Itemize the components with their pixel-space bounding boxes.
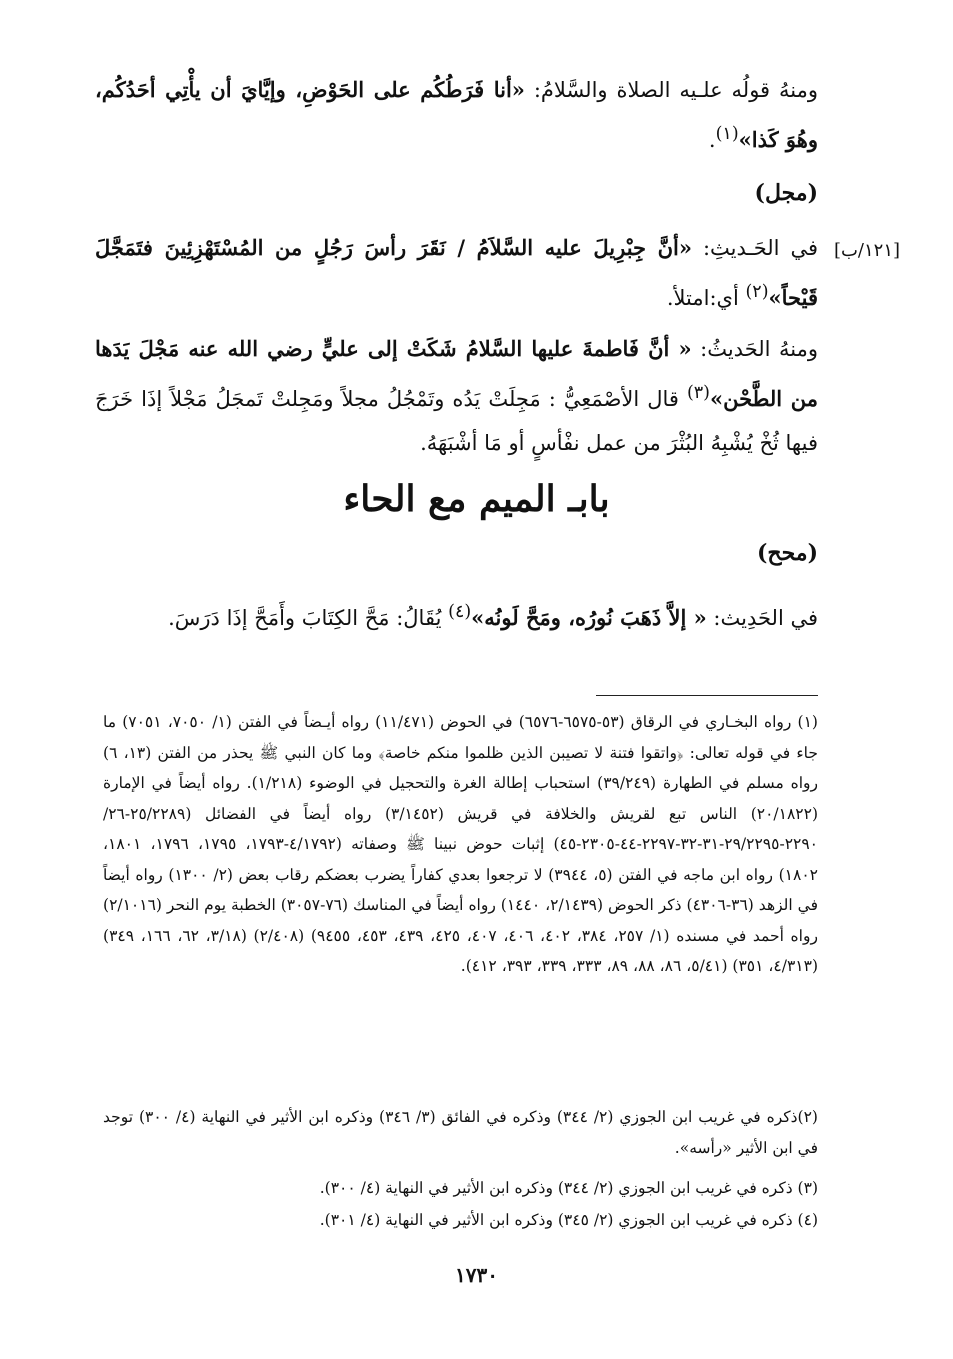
paragraph-1-end: . bbox=[708, 128, 716, 152]
root-word-majal: (مجل) bbox=[754, 180, 818, 206]
paragraph-2-end: أي:امتلأ. bbox=[666, 286, 746, 310]
hadith-quote-4: « إلاَّ ذَهَبَ نُورُه، ومَحَّ لَونُه» bbox=[471, 605, 707, 630]
chapter-heading: بابـ الميم مع الحاء bbox=[343, 478, 610, 520]
footnote-ref-1: (١) bbox=[715, 124, 739, 144]
footnote-ref-4: (٤) bbox=[448, 602, 472, 622]
manuscript-folio-ref: [١٢١/ب] bbox=[833, 240, 901, 261]
paragraph-3-end: قال الأصْمَعِيُّ : مَجِلَتْ يَدُه وتَمْجُلُ مجلاً ومَجِلتْ تَمجَلُ مَجْلاً إذَا خَرَجَ فيها ثُخْ يُشْبِهُ البُثْرَ من عمل نفْأسٍ أو مَا أشْبَهَهُ. bbox=[95, 387, 818, 455]
paragraph-1-intro: ومنهُ قولُه علـيه الصلاة والسَّلامُ: bbox=[524, 78, 818, 102]
footnote-4: (٤) ذكره في غريب ابن الجوزي (٢/ ٣٤٥) وذكره ابن الأثير في النهاية (٤/ ٣٠١). bbox=[319, 1211, 818, 1229]
root-word-mahah: (محح) bbox=[756, 540, 818, 566]
footnote-ref-2: (٢) bbox=[745, 282, 769, 302]
paragraph-1 bbox=[95, 68, 818, 162]
hadith-quote-2: «أنَّ جِبْرِيلَ عليه السَّلاَمُ / نَقَرَ رأسَ رَجُلٍ من المُسْتَهْزِئِينَ فتَمَجَّلَ قَيْحاً» bbox=[95, 235, 818, 310]
hadith-quote-3: « أنَّ فَاطمةَ عليها السَّلامُ شَكَتْ إلى عليٍّ رضي الله عنه مَجْلَ يَدَها من الطَّحْن» bbox=[95, 336, 819, 411]
footnote-separator bbox=[596, 695, 818, 696]
paragraph-3-intro: ومنهُ الحَديثُ: bbox=[691, 337, 818, 361]
page-number: ١٧٣٠ bbox=[455, 1263, 498, 1287]
paragraph-4-intro: في الحَدِيث: bbox=[706, 606, 818, 630]
footnote-2: (٢)ذكره في غريب ابن الجوزي (٢/ ٣٤٤) وذكره في الفائق (٣/ ٣٤٦) وذكره ابن الأثير في النهاية (٤/ ٣٠٠) توجد في ابن الأثير «رأسه». bbox=[103, 1108, 818, 1157]
footnote-1: (١) رواه البخـاري في الرقاق (٥٣-٦٥٧٥-٦٥٧٦) في الحوض (١١/٤٧١) رواه أيـضاً في الفتن (١/ ٧٠٥٠، ٧٠٥١) ما جاء في قوله تعالى: ﴿واتقوا فتنة لا تصيبن الذين ظلموا منكم خاصة﴾ وما كان النبي ﷺ يحذر من الفتن (١٣، ٦) رواه مسلم في الطهارة (٣٩/٢٤٩) استحباب إطالة الغرة والتحجيل في الوضوء (١/٢١٨). رواه أيضاً في الإمارة (٢٠/١٨٢٢) الناس تبع لقريش والخلافة في قريش (٣/١٤٥٢) رواه أيضاً في الفضائل (٢٥/٢٢٨٩-٢٦/ ٢٢٩٠-٢٩/٢٢٩٥-٣١-٣٢-٢٢٩٧-٤٤-٢٣٠٥-٤٥) إثبات حوض نبينا ﷺ وصفاته (٤/١٧٩٢-١٧٩٣، ١٧٩٥، ١٧٩٦، ١٨٠١، ١٨٠٢) رواه ابن ماجه في الفتن (٥، ٣٩٤٤) لا ترجعوا بعدي كفاراً يضرب بعضكم رقاب بعض (٢/ ١٣٠٠) رواه أيضاً في الزهد (٣٦-٤٣٠٦) ذكر الحوض (٢/١٤٣٩، ١٤٤٠) رواه أيضاً في المناسك (٧٦-٣٠٥٧) الخطبة يوم النحر (٢/١٠١٦) رواه أحمد في مسنده (١/ ٢٥٧، ٣٨٤، ٤٠٢، ٤٠٦، ٤٠٧، ٤٢٥، ٤٣٩، ٤٥٣، ٩٤٥٥) (٢/٤٠٨) (٣/١٨، ٦٢، ١٦٦، ٣٤٩) (٤/٣١٣، ٣٥١) (٥/٤١، ٨٦، ٨٨، ٨٩، ٣٣٣، ٣٣٩، ٣٩٣، ٤١٢). bbox=[103, 713, 819, 975]
paragraph-4-end: يُقَالُ: مَحَّ الكِتَابَ وأَمَحَّ إذَا دَرَسَ. bbox=[168, 606, 449, 630]
paragraph-4 bbox=[95, 590, 818, 640]
paragraph-2 bbox=[95, 226, 818, 320]
footnote-ref-3: (٣) bbox=[686, 383, 710, 403]
paragraph-3 bbox=[95, 327, 818, 465]
hadith-quote-1: «أنا فَرَطُكُم على الحَوْضِ، وإيَّايَ أن يأْتِي أحَدُكُم، وهُوَ كَذا» bbox=[95, 77, 818, 152]
footnote-3: (٣) ذكره في غريب ابن الجوزي (٢/ ٣٤٤) وذكره ابن الأثير في النهاية (٤/ ٣٠٠). bbox=[319, 1179, 818, 1197]
paragraph-2-intro: في الحَـديثِ: bbox=[692, 236, 818, 260]
